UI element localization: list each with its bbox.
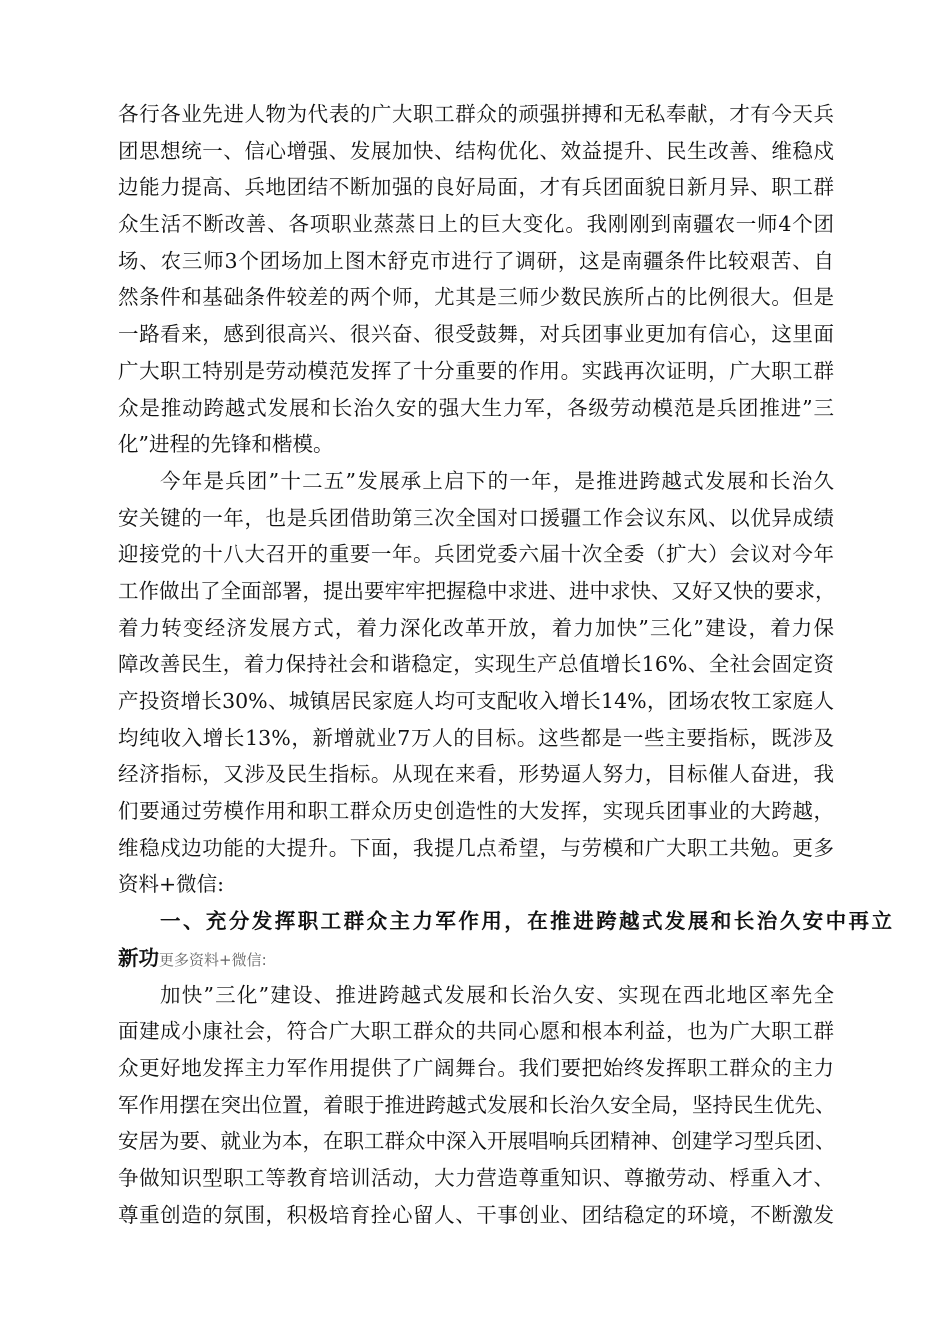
text-line: 安居为要、就业为本，在职工群众中深入开展唱响兵团精神、创建学习型兵团、 [118, 1129, 836, 1154]
text-line: 争做知识型职工等教育培训活动，大力营造尊重知识、尊撤劳动、桴重入才、 [118, 1165, 834, 1190]
text-line: 边能力提高、兵地团结不断加强的良好局面，才有兵团面貌日新月异、职工群 [118, 175, 834, 200]
text-line: 们要通过劳模作用和职工群众历史创造性的大发挥，实现兵团事业的大跨越， [118, 799, 834, 824]
heading-text: 新功 [118, 945, 159, 970]
text-line: 产投资增长30%、城镇居民家庭人均可支配收入增长14%，团场农牧工家庭人 [118, 689, 834, 713]
text-line: 广大职工特别是劳动模范发挥了十分重要的作用。实践再次证明，广大职工群 [118, 358, 834, 383]
paragraph-2 [118, 463, 834, 903]
document-page [118, 96, 892, 1233]
paragraph-3 [118, 977, 834, 1234]
text-line: 各行各业先进人物为代表的广大职工群众的顽强拼搏和无私奉献，才有今天兵 [118, 102, 834, 126]
text-line: 今年是兵团”十二五”发展承上启下的一年，是推进跨越式发展和长治久 [160, 468, 834, 493]
text-line: 均纯收入增长13%，新增就业7万人的目标。这些都是一些主要指标，既涉及 [118, 725, 834, 750]
heading-line: 一、充分发挥职工群众主力军作用，在推进跨越式发展和长治久安中再立 [160, 909, 892, 934]
text-line: 团思想统一、信心增强、发展加快、结构优化、效益提升、民生改善、维稳戍 [118, 138, 834, 163]
heading-note: 更多资料+微信: [159, 950, 267, 969]
paragraph-1 [118, 96, 834, 463]
text-line: 场、农三师3个团场加上图木舒克市进行了调研，这是南疆条件比较艰苦、自 [118, 248, 834, 273]
text-line: 一路看来，感到很高兴、很兴奋、很受鼓舞，对兵团事业更加有信心，这里面 [118, 322, 834, 347]
text-line: 然条件和基础条件较差的两个师，尤其是三师少数民族所占的比例很大。但是 [118, 285, 834, 310]
text-line: 资料+微信: [118, 872, 225, 897]
text-line: 众是推动跨越式发展和长治久安的强大生力军，各级劳动模范是兵团推进”三 [118, 395, 834, 420]
text-line: 工作做出了全面部署，提出要牢牢把握稳中求进、进中求快、又好又快的要求， [118, 578, 836, 603]
text-line: 加快”三化”建设、推进跨越式发展和长治久安、实现在西北地区率先全 [160, 982, 834, 1007]
text-line: 军作用摆在突出位置，着眼于推进跨越式发展和长治久安全局，坚持民生优先、 [118, 1092, 836, 1117]
text-line: 经济指标，又涉及民生指标。从现在来看，形势逼人努力，目标催人奋进，我 [118, 762, 834, 787]
text-line: 众更好地发挥主力军作用提供了广阔舞台。我们要把始终发挥职工群众的主力 [118, 1055, 834, 1080]
text-line: 尊重创造的氛围，积极培育拴心留人、干事创业、团结稳定的环境，不断激发 [118, 1202, 834, 1227]
text-line: 维稳戍边功能的大提升。下面，我提几点希望，与劳模和广大职工共勉。更多 [118, 835, 834, 860]
text-line: 安关键的一年，也是兵团借助第三次全国对口援疆工作会议东风、以优异成绩 [118, 505, 834, 530]
text-line: 面建成小康社会，符合广大职工群众的共同心愿和根本利益，也为广大职工群 [118, 1019, 834, 1044]
text-line: 迎接党的十八大召开的重要一年。兵团党委六届十次全委（扩大）会议对今年 [118, 542, 834, 567]
text-line: 着力转变经济发展方式，着力深化改革开放，着力加快”三化”建设，着力保 [118, 615, 834, 640]
heading-line [118, 940, 834, 977]
text-line: 化”进程的先锋和楷模。 [118, 432, 334, 457]
text-line: 众生活不断改善、各项职业蒸蒸日上的巨大变化。我刚刚到南疆农一师4个团 [118, 212, 834, 237]
section-heading [118, 903, 892, 976]
text-line: 障改善民生，着力保持社会和谐稳定，实现生产总值增长16%、全社会固定资 [118, 652, 834, 677]
